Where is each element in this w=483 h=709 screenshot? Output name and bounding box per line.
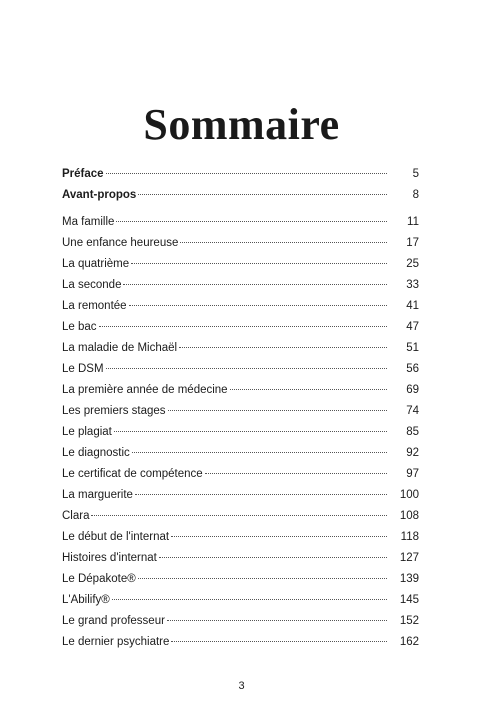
- toc-entry: [62, 632, 419, 653]
- toc-entry: [62, 185, 419, 206]
- toc-entry-page: 162: [399, 636, 419, 648]
- toc-entry-page: 118: [400, 531, 419, 543]
- toc-entry: [62, 464, 419, 485]
- dot-leader: [171, 641, 387, 642]
- toc-entry: [62, 296, 419, 317]
- toc-entry-title: Le certificat de compétence: [62, 468, 203, 480]
- toc-entry-page: 127: [399, 552, 419, 564]
- toc-entry-page: 47: [406, 321, 419, 333]
- toc-entry-page: 41: [406, 300, 419, 312]
- toc-entry: [62, 569, 419, 590]
- toc-entry: [62, 611, 419, 632]
- toc-entry-page: 97: [406, 468, 419, 480]
- toc-entry: [62, 380, 419, 401]
- toc-entry-page: 51: [406, 342, 419, 354]
- toc-entry: [62, 275, 419, 296]
- toc-entry-page: 17: [406, 237, 419, 249]
- toc-entry-title: La remontée: [62, 300, 127, 312]
- toc-entry: [62, 317, 419, 338]
- toc-entry-title: Ma famille: [62, 216, 115, 228]
- dot-leader: [135, 494, 387, 495]
- toc-entry-page: 74: [406, 405, 419, 417]
- dot-leader: [116, 221, 387, 222]
- dot-leader: [179, 347, 387, 348]
- toc-entry-title: Une enfance heureuse: [62, 237, 179, 249]
- toc-entry-title: Avant-propos: [62, 189, 137, 201]
- toc-entry-title: La première année de médecine: [62, 384, 228, 396]
- toc-entry-page: 85: [406, 426, 419, 438]
- dot-leader: [180, 242, 387, 243]
- toc-entry: [62, 590, 419, 611]
- toc-entry-page: 145: [399, 594, 419, 606]
- toc-entry-page: 11: [407, 216, 419, 228]
- toc-entry: [62, 527, 419, 548]
- toc-entry: [62, 485, 419, 506]
- toc-entry-page: 33: [406, 279, 419, 291]
- toc-entry-page: 69: [406, 384, 419, 396]
- dot-leader: [167, 620, 387, 621]
- toc-entry-page: 152: [399, 615, 419, 627]
- toc-entry-title: La quatrième: [62, 258, 130, 270]
- dot-leader: [171, 536, 387, 537]
- toc-entry-title: Le dernier psychiatre: [62, 636, 170, 648]
- toc-entry: [62, 422, 419, 443]
- dot-leader: [123, 284, 387, 285]
- dot-leader: [138, 578, 387, 579]
- toc-entry-title: Le Dépakote®: [62, 573, 136, 585]
- toc-entry-title: Préface: [62, 168, 104, 180]
- toc-entry-page: 56: [406, 363, 419, 375]
- toc-entry-title: Histoires d'internat: [62, 552, 157, 564]
- dot-leader: [132, 452, 387, 453]
- dot-leader: [129, 305, 387, 306]
- toc-entry: [62, 254, 419, 275]
- toc-entry-title: La maladie de Michaël: [62, 342, 178, 354]
- toc-entry: [62, 212, 419, 233]
- dot-leader: [138, 194, 387, 195]
- toc-entry-page: 25: [406, 258, 419, 270]
- toc-entry: [62, 506, 419, 527]
- toc-entry: [62, 164, 419, 185]
- toc-entry-page: 108: [399, 510, 419, 522]
- toc-entry-title: Le début de l'internat: [62, 531, 170, 543]
- toc-entry-title: Le grand professeur: [62, 615, 165, 627]
- page-title: Sommaire: [143, 100, 340, 150]
- toc-entry-page: 100: [399, 489, 419, 501]
- dot-leader: [159, 557, 387, 558]
- toc-entry: [62, 338, 419, 359]
- toc-entry-title: Le diagnostic: [62, 447, 130, 459]
- toc-entry: [62, 401, 419, 422]
- page-number: 3: [238, 680, 245, 692]
- toc-entry: [62, 233, 419, 254]
- dot-leader: [106, 368, 387, 369]
- toc-entry-page: 92: [406, 447, 419, 459]
- toc-entry-title: Le plagiat: [62, 426, 112, 438]
- dot-leader: [112, 599, 387, 600]
- toc-entry-title: La marguerite: [62, 489, 133, 501]
- dot-leader: [230, 389, 387, 390]
- toc-entry-title: Le DSM: [62, 363, 104, 375]
- toc-entry-title: Clara: [62, 510, 90, 522]
- table-of-contents: [62, 164, 419, 653]
- toc-entry-title: Le bac: [62, 321, 97, 333]
- dot-leader: [205, 473, 387, 474]
- toc-entry: [62, 548, 419, 569]
- toc-entry-page: 8: [412, 189, 419, 201]
- dot-leader: [168, 410, 387, 411]
- toc-entry-page: 5: [412, 168, 419, 180]
- toc-entry-title: Les premiers stages: [62, 405, 166, 417]
- dot-leader: [99, 326, 387, 327]
- dot-leader: [106, 173, 387, 174]
- dot-leader: [114, 431, 387, 432]
- toc-entry-title: La seconde: [62, 279, 122, 291]
- toc-entry: [62, 359, 419, 380]
- toc-entry-title: L'Abilify®: [62, 594, 110, 606]
- toc-entry-page: 139: [399, 573, 419, 585]
- dot-leader: [131, 263, 387, 264]
- toc-entry: [62, 443, 419, 464]
- dot-leader: [91, 515, 387, 516]
